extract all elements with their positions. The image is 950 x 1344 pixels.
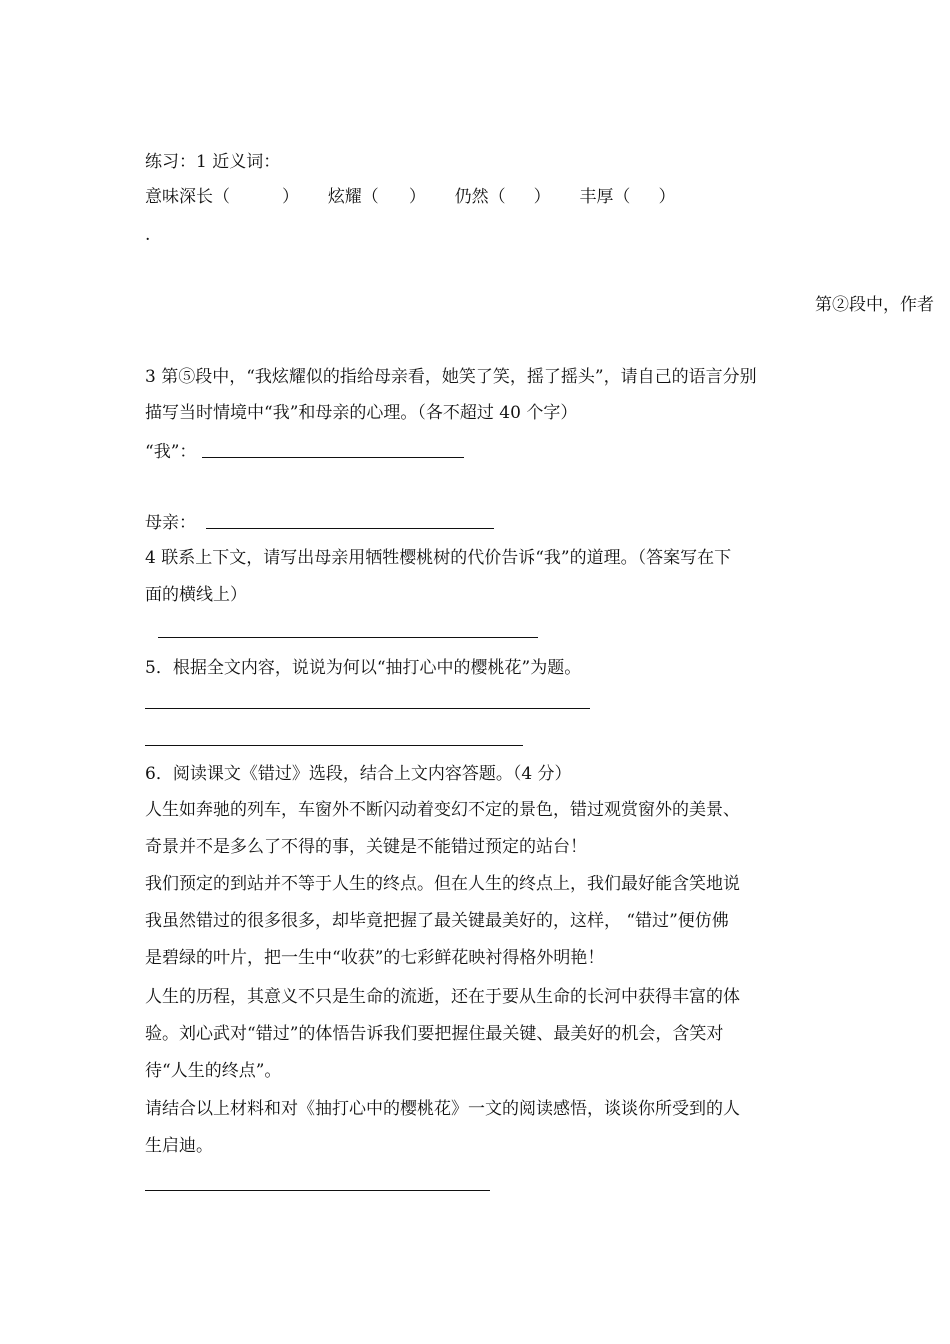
q6-paragraph-3-line-1: 人生的历程，其意义不只是生命的流逝，还在于要从生命的长河中获得丰富的体 xyxy=(145,987,740,1007)
q6-paragraph-2-line-3: 是碧绿的叶片，把一生中“收获”的七彩鲜花映衬得格外明艳！ xyxy=(145,948,605,968)
q6-paragraph-3-line-3: 待“人生的终点”。 xyxy=(145,1061,282,1081)
q6-prompt-line-1: 请结合以上材料和对《抽打心中的樱桃花》一文的阅读感悟，谈谈你所受到的人 xyxy=(145,1099,740,1119)
synonym-word-2: 炫耀（ xyxy=(327,187,379,207)
synonym-close-1: ） xyxy=(282,187,299,207)
synonym-word-1: 意味深长（ xyxy=(145,187,230,207)
question-3-line-1: 3 第⑤段中，“我炫耀似的指给母亲看，她笑了笑，摇了摇头”，请自己的语言分别 xyxy=(145,367,757,387)
answer-line-mother[interactable] xyxy=(206,528,494,529)
answer-line-q5-2[interactable] xyxy=(145,745,523,746)
q6-prompt-line-2: 生启迪。 xyxy=(145,1136,213,1156)
q6-paragraph-2-line-1: 我们预定的到站并不等于人生的终点。但在人生的终点上，我们最好能含笑地说 xyxy=(145,874,740,894)
q6-paragraph-1-line-2: 奇景并不是多么了不得的事，关键是不能错过预定的站台！ xyxy=(145,837,587,857)
exercise-heading: 练习：1 近义词： xyxy=(145,152,281,172)
synonym-word-4: 丰厚（ xyxy=(579,187,631,207)
synonym-close-4: ） xyxy=(658,187,676,207)
q6-paragraph-2-line-2: 我虽然错过的很多很多，却毕竟把握了最关键最美好的，这样， “错过”便仿佛 xyxy=(145,911,729,931)
stray-dot: . xyxy=(145,225,151,245)
synonym-close-2: ） xyxy=(408,187,426,207)
answer-line-q4[interactable] xyxy=(158,637,538,638)
answer-label-me: “我”： xyxy=(145,442,197,462)
answer-line-me[interactable] xyxy=(202,457,464,458)
answer-line-q6[interactable] xyxy=(145,1190,490,1191)
question-6-heading: 6．阅读课文《错过》选段，结合上文内容答题。（4 分） xyxy=(145,764,572,784)
q6-paragraph-3-line-2: 验。刘心武对“错过”的体悟告诉我们要把握住最关键、最美好的机会，含笑对 xyxy=(145,1024,724,1044)
synonym-close-3: ） xyxy=(533,187,551,207)
answer-label-mother: 母亲： xyxy=(145,513,196,533)
question-4-line-1: 4 联系上下文，请写出母亲用牺牲樱桃树的代价告诉“我”的道理。（答案写在下 xyxy=(145,548,732,568)
question-4-line-2: 面的横线上） xyxy=(145,585,247,605)
question-2-fragment: 第②段中，作者 xyxy=(815,295,934,315)
synonym-row xyxy=(145,186,675,208)
synonym-word-3: 仍然（ xyxy=(454,187,506,207)
q6-paragraph-1-line-1: 人生如奔驰的列车，车窗外不断闪动着变幻不定的景色，错过观赏窗外的美景、 xyxy=(145,800,740,820)
question-5-line-1: 5．根据全文内容，说说为何以“抽打心中的樱桃花”为题。 xyxy=(145,658,582,678)
question-3-line-2: 描写当时情境中“我”和母亲的心理。（各不超过 40 个字） xyxy=(145,403,578,423)
answer-line-q5-1[interactable] xyxy=(145,708,590,709)
